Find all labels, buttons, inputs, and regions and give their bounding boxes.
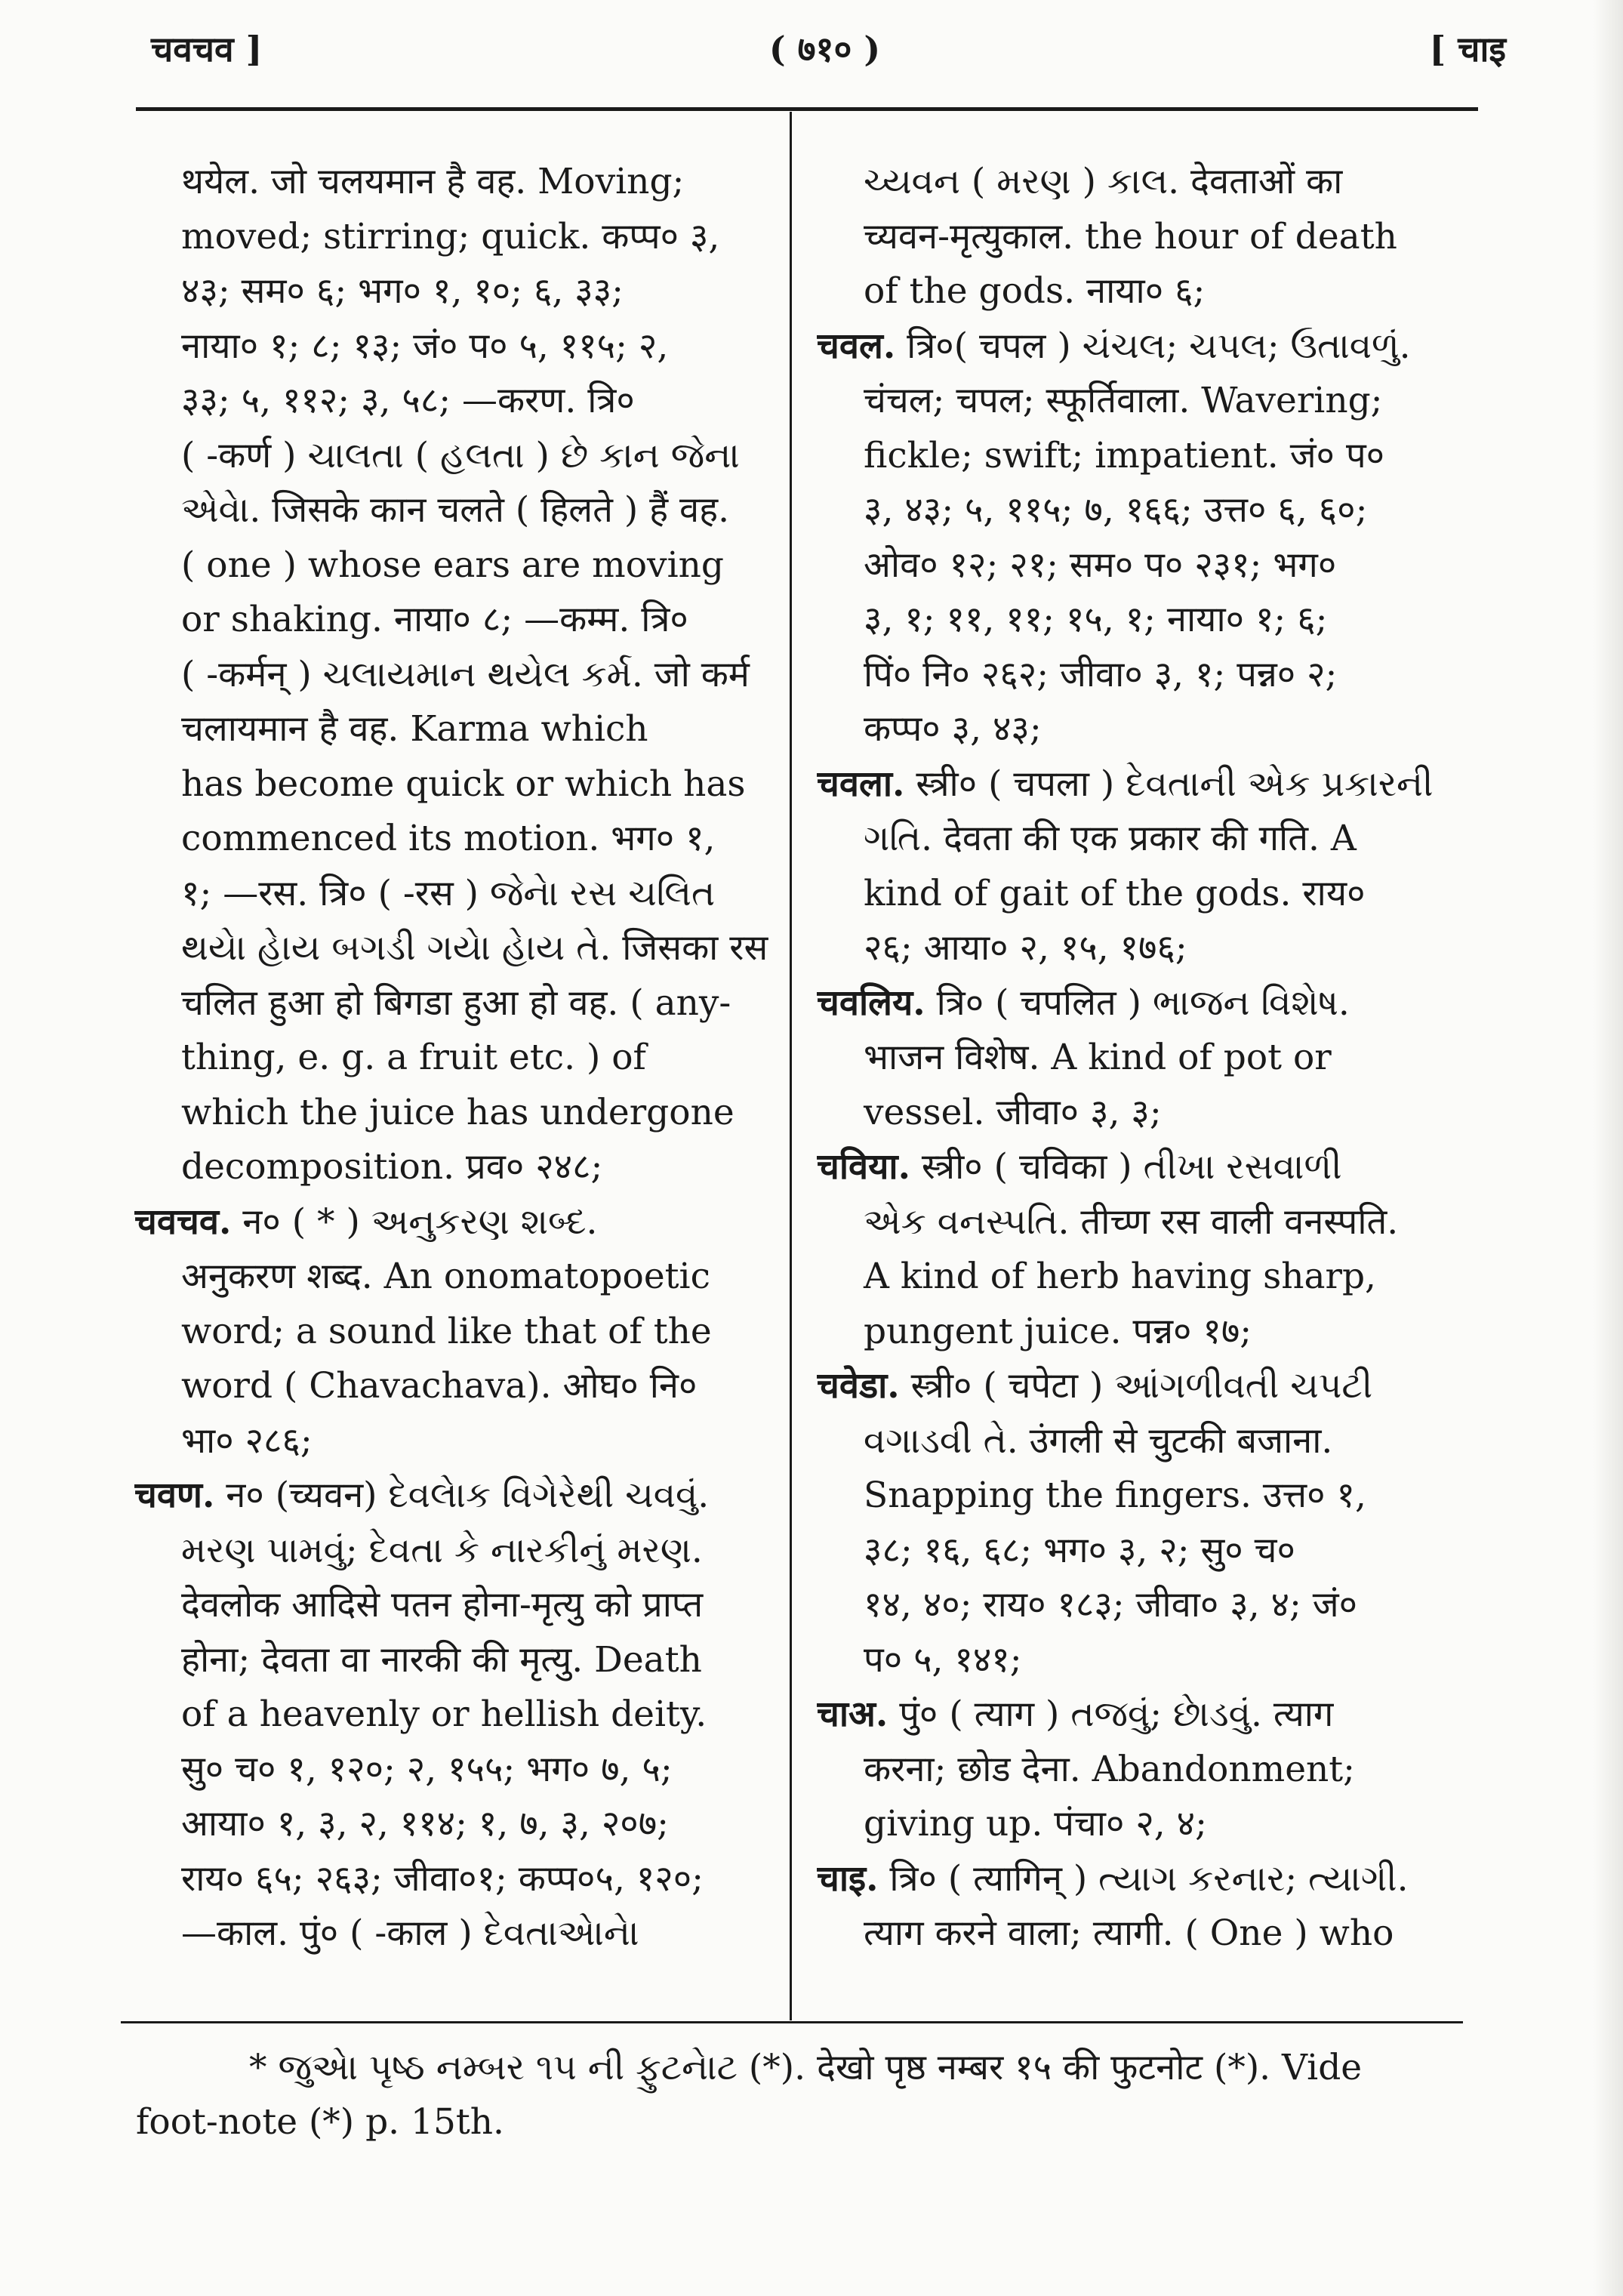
- headword: चाइ.: [817, 1857, 879, 1900]
- entry-line: giving up. पंचा० २, ४;: [864, 1803, 1207, 1845]
- dictionary-entry: [817, 1140, 1472, 1359]
- entry-line: A kind of herb having sharp,: [864, 1256, 1376, 1297]
- dictionary-entry: [817, 976, 1472, 1141]
- entry-line: कप्प० ३, ४३;: [864, 708, 1042, 750]
- headword: चवल.: [817, 325, 896, 367]
- entry-line: એક વનસ્પતિ. तीच्‍ण रस वाली वनस्पति.: [864, 1200, 1399, 1243]
- headword: चवला.: [817, 763, 905, 805]
- entry-line: મરણ પામવું; દેવતા કે નારકીનું મરણ.: [181, 1529, 703, 1571]
- entry-line: વગાડવી તે. उंगली से चुटकी बजाना.: [864, 1419, 1333, 1462]
- entry-line: भा० २८६;: [181, 1419, 313, 1462]
- entry-line: चंचल; चपल; स्फूर्तिवाला. Wavering;: [864, 380, 1383, 421]
- entry-line: —काल. पुं० ( -काल ) દેવતાએાનેા: [181, 1912, 639, 1954]
- entry-line: એવેા. जिसके कान चलते ( हिलते ) हैं वह.: [181, 489, 730, 531]
- entry-line: Snapping the fingers. उत्त० १,: [864, 1475, 1366, 1516]
- entry-line: २६; आया० २, १५, १७६;: [864, 927, 1187, 969]
- entry-line: सु० च० १, १२०; २, १५५; भग० ७, ५;: [181, 1748, 673, 1790]
- entry-line: च्यवन-मृत्युकाल. the hour of death: [864, 215, 1397, 257]
- header-right-guideword: [ चाइ: [1429, 29, 1506, 69]
- dictionary-entry: [817, 757, 1472, 976]
- entry-headline: चवल. त्रि०( चपल ) ચંચલ; ચપલ; ઉતાવળું.: [817, 325, 1411, 367]
- headword: चाअ.: [817, 1693, 888, 1735]
- entry-line: has become quick or which has: [181, 763, 746, 805]
- page-header: [143, 21, 1506, 82]
- entry-line: which the juice has undergone: [181, 1091, 735, 1133]
- continued-entry: [134, 155, 780, 1195]
- entry-line: पिं० नि० २६२; जीवा० ३, १; पन्न० २;: [864, 653, 1338, 695]
- right-column: [817, 155, 1472, 1962]
- entry-line: ३८; १६, ६८; भग० ३, २; सु० च०: [864, 1529, 1295, 1571]
- header-left-guideword: चवचव ]: [151, 29, 263, 69]
- dictionary-entry: [134, 1469, 780, 1962]
- entry-line: ( one ) whose ears are moving: [181, 544, 724, 586]
- entry-line: चलायमान है वह. Karma which: [181, 708, 648, 750]
- footnote-line-2: foot-note (*) p. 15th.: [136, 2101, 504, 2143]
- dictionary-entry: [817, 319, 1472, 757]
- entry-line: त्याग करने वाला; त्यागी. ( One ) who: [864, 1912, 1394, 1954]
- headword: चवेडा.: [817, 1365, 900, 1407]
- entry-line: word ( Chavachava). ओघ० नि०: [181, 1365, 698, 1407]
- entry-line: of a heavenly or hellish deity.: [181, 1693, 707, 1735]
- dictionary-entry: [817, 1359, 1472, 1687]
- entry-line: ४३; सम० ६; भग० १, १०; ६, ३३;: [181, 270, 624, 312]
- entry-line: आया० १, ३, २, ११४; १, ७, ३, २०७;: [181, 1803, 670, 1845]
- entry-line: or shaking. नाया० ८; —कम्म. त्रि०: [181, 599, 688, 640]
- entry-line: ३, ४३; ५, ११५; ७, १६६; उत्त० ६, ६०;: [864, 489, 1368, 531]
- entry-line: थयेल. जो चलयमान है वह. Moving;: [181, 161, 685, 202]
- entry-line: ३३; ५, ११२; ३, ५८; —करण. त्रि०: [181, 380, 635, 421]
- entry-headline: चाअ. पुं० ( त्याग ) તજવું; છેાડવું. त्याग: [817, 1693, 1334, 1735]
- entry-line: अनुकरण शब्द. An onomatopoetic: [181, 1256, 710, 1297]
- continued-entry: [817, 155, 1472, 319]
- entry-headline: चवेडा. स्त्री० ( चपेटा ) આંગળીવતી ચપટી: [817, 1365, 1373, 1407]
- entry-line: ( -कर्ण ) ચાલતા ( હલતા ) છે કાન જેના: [181, 434, 740, 476]
- entry-headline: चवलिय. त्रि० ( चपलित ) ભાજન વિશેષ.: [817, 982, 1350, 1024]
- entry-line: ओव० १२; २१; सम० प० २३१; भग०: [864, 544, 1337, 586]
- entry-line: ( -कर्मन् ) ચલાયમાન થયેલ કર્મ. जो कर्म: [181, 653, 750, 695]
- entry-headline: चविया. स्त्री० ( चविका ) તીખા રસવાળી: [817, 1146, 1342, 1188]
- scan-edge-shadow: [1593, 0, 1623, 2296]
- entry-line: word; a sound like that of the: [181, 1310, 712, 1352]
- headword: चवचव.: [134, 1200, 232, 1243]
- header-rule: [136, 107, 1478, 111]
- entry-line: १४, ४०; राय० १८३; जीवा० ३, ४; जं०: [864, 1584, 1358, 1626]
- headword: चविया.: [817, 1146, 910, 1188]
- dictionary-entry: [817, 1687, 1472, 1852]
- entry-line: decomposition. प्रव० २४८;: [181, 1146, 603, 1188]
- entry-line: चलित हुआ हो बिगडा हुआ हो वह. ( any-: [181, 982, 731, 1024]
- entry-headline: चवचव. न० ( * ) અનુકરણ શબ્દ.: [134, 1200, 598, 1243]
- footnote: [136, 2041, 1472, 2150]
- entry-line: fickle; swift; impatient. जं० प०: [864, 434, 1385, 476]
- page-number: ( ७१० ): [768, 29, 881, 69]
- left-column: [134, 155, 780, 1962]
- entry-line: ગતિ. देवता की एक प्रकार की गति. A: [864, 818, 1357, 859]
- entry-line: १; —रस. त्रि० ( -रस ) જેનેા રસ ચલિત: [181, 872, 716, 914]
- entry-line: commenced its motion. भग० १,: [181, 818, 716, 859]
- entry-line: नाया० १; ८; १३; जं० प० ५, ११५; २,: [181, 325, 669, 367]
- entry-headline: चवण. न० (च्यवन) દેવલેાક વિગેરેથી ચવવું.: [134, 1475, 710, 1516]
- entry-headline: चवला. स्त्री० ( चपला ) દેવતાની એક પ્રકારની: [817, 763, 1434, 805]
- footnote-rule: [121, 2021, 1463, 2023]
- entry-line: થયેા હેાય બગડી ગયેા હેાય તે. जिसका रस: [181, 927, 768, 969]
- entry-line: करना; छोड देना. Abandonment;: [864, 1748, 1355, 1790]
- entry-line: प० ५, १४१;: [864, 1638, 1022, 1681]
- entry-line: देवलोक आदिसे पतन होना-मृत्यु को प्राप्त: [181, 1584, 704, 1626]
- headword: चवण.: [134, 1475, 215, 1516]
- entry-line: ચ્યવન ( મરણ ) કાલ. देवताओं का: [864, 161, 1343, 202]
- entry-line: of the gods. नाया० ६;: [864, 270, 1206, 312]
- entry-line: vessel. जीवा० ३, ३;: [864, 1091, 1162, 1133]
- entry-line: राय० ६५; २६३; जीवा०१; कप्प०५, १२०;: [181, 1857, 704, 1900]
- dictionary-entry: [817, 1852, 1472, 1962]
- entry-line: moved; stirring; quick. कप्प० ३,: [181, 215, 720, 257]
- footnote-line-1: * જુએા પૃષ્ઠ નમ્બર ૧૫ ની ફુટનેાટ (*). देखो पृष्ठ नम्बर १५ की फुटनोट (*). Vide: [249, 2047, 1363, 2088]
- entry-line: ३, १; ११, ११; १५, १; नाया० १; ६;: [864, 599, 1328, 640]
- column-divider: [790, 112, 792, 2020]
- entry-line: भाजन विशेष. A kind of pot or: [864, 1037, 1332, 1078]
- entry-line: होना; देवता वा नारकी की मृत्यु. Death: [181, 1638, 702, 1681]
- entry-line: thing, e. g. a fruit etc. ) of: [181, 1037, 646, 1078]
- dictionary-entry: [134, 1195, 780, 1469]
- headword: चवलिय.: [817, 982, 925, 1024]
- entry-line: kind of gait of the gods. राय०: [864, 872, 1366, 914]
- entry-headline: चाइ. त्रि० ( त्यागिन् ) ત્યાગ કરનાર; ત્યાગી.: [817, 1857, 1409, 1900]
- entry-line: pungent juice. पन्न० १७;: [864, 1310, 1252, 1352]
